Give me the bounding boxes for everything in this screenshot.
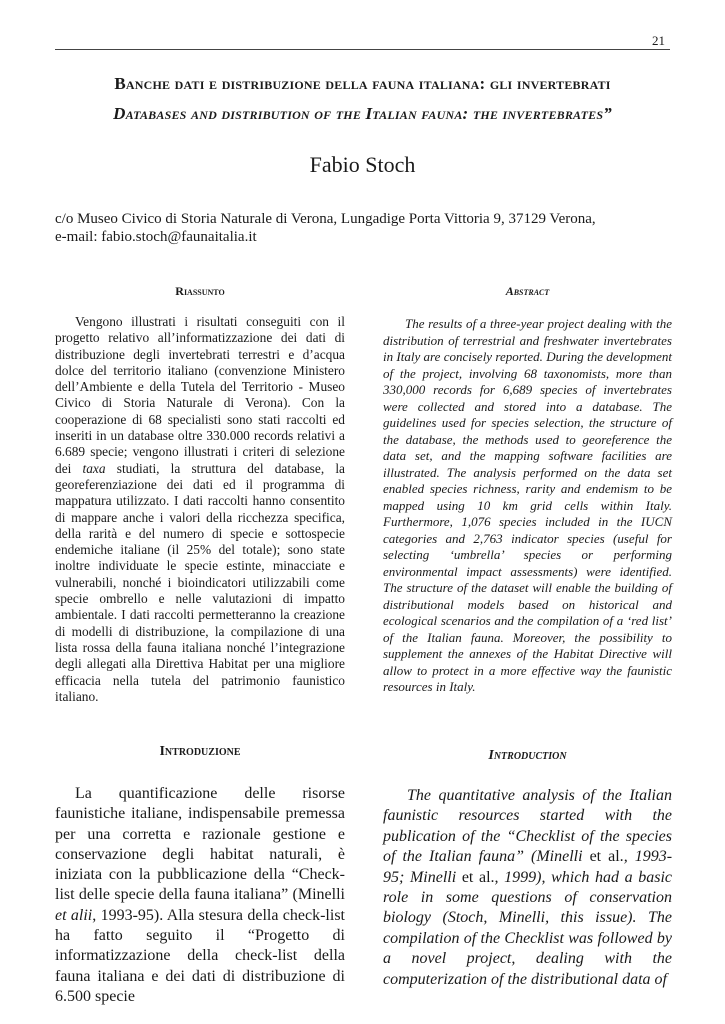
introduzione-part-2: , 1993-95). Alla stesura della check-list ha fatto seguito il “Progetto di informatizzazione della check-list della fauna italiana e dei dati di distribuzione di 6.500 specie [55, 906, 345, 1005]
introduzione-part-1: La quantificazione delle risorse faunistiche italiane, indispensabile premessa per una corretta e razionale gestione e conservazione degli habitat naturali, è iniziata con la pubblicazione della “Check-list delle specie della fauna italiana” (Minelli [55, 785, 345, 904]
riassunto-text [55, 314, 345, 705]
abstract-heading: Abstract [505, 284, 550, 298]
abstract-text: The results of a three-year project dealing with the distribution of terrestrial and freshwater invertebrates in Italy are concisely reported. During the development of the project, involving 68 taxonomists, more than 330,000 records for 6,689 species of invertebrates were collected and stored into a database. The guidelines used for species selection, the structure of the database, the methods used to georeference the data set, and the mapping software facilities are illustrated. The analysis performed on the data set enabled species richness, rarity and endemism to be mapped using 10 km grid cells within Italy. Furthermore, 1,076 species included in the IUCN categories and 2,763 indicator species (useful for selecting ‘umbrella’ species or performing environmental impact assessments) were identified. The structure of the dataset will enable the building of distributional models based on historical and ecological scenarios and the compilation of a ‘red list’ of the Italian fauna. Moreover, the possibility to supplement the annexes of the Habitat Directive will allow to protect in a more effective way the faunistic resources in Italy. [383, 316, 672, 694]
affiliation-address: c/o Museo Civico di Storia Naturale di Verona, Lungadige Porta Vittoria 9, 37129 Verona, [55, 211, 596, 227]
header-rule [55, 49, 670, 50]
riassunto-taxa: taxa [82, 460, 106, 476]
author-name: Fabio Stoch [309, 152, 416, 177]
introduction-part-2: , 1993-95; Minelli [383, 848, 673, 886]
page-number: 21 [652, 33, 665, 48]
introduzione-heading: Introduzione [159, 744, 241, 759]
title-italian: Banche dati e distribuzione della fauna italiana: gli invertebrati [114, 74, 611, 93]
introduzione-et-alii: et alii [55, 906, 93, 924]
affiliation-email: e-mail: fabio.stoch@faunaitalia.it [55, 229, 257, 245]
riassunto-part-1: Vengono illustrati i risultati conseguiti con il progetto relativo all’informatizzazione dei dati di distribuzione degli invertebrati terrestri e d’acqua dolce del territorio italiano (convenzione Ministero dell’Ambiente e della Tutela del Territorio - Museo Civico di Storia Naturale di Verona). Con la cooperazione di 68 specialisti sono stati raccolti ed inseriti in un database oltre 330.000 records relativi a 6.689 specie; vengono illustrati i criteri di selezione dei [55, 314, 345, 476]
introduction-heading: Introduction [488, 748, 567, 763]
introduction-et-al-2: et al. [461, 868, 495, 886]
introduction-part-3: , 1999), which had a basic role in some questions of conservation biology (Stoch, Minelli, this issue). The compilation of the Checklist was followed by a novel project, dealing with the computerization of the distributional data of [383, 868, 673, 988]
riassunto-part-2: studiati, la struttura del database, la georeferenziazione dei dati ed il programma di mappatura utilizzato. I dati raccolti hanno consentito di mappare anche i valori della ricchezza specifica, della rarità e del numero di specie e sottospecie endemiche italiane (il 25% del totale); sono state inoltre individuate le specie estinte, minacciate e vulnerabili, nonché i bioindicatori utilizzabili come specie ombrello e nelle valutazioni di impatto ambientale. I dati raccolti permetteranno la creazione di modelli di distribuzione, la compilazione di una lista rossa della fauna italiana nonché l’integrazione degli allegati alla Direttiva Habitat per una migliore efficacia nella tutela del patrimonio faunistico italiano. [55, 460, 345, 704]
riassunto-heading: Riassunto [175, 284, 225, 298]
introduction-text [383, 786, 672, 990]
affiliation [55, 210, 670, 246]
introduction-part-1: The quantitative analysis of the Italian faunistic resources started with the publication of the “Checklist of the species of the Italian fauna” (Minelli [383, 787, 672, 866]
introduzione-text [55, 784, 345, 1007]
introduction-et-al-1: et al. [589, 848, 624, 866]
title-english: Databases and distribution of the Italian fauna: the invertebrates” [113, 104, 612, 123]
